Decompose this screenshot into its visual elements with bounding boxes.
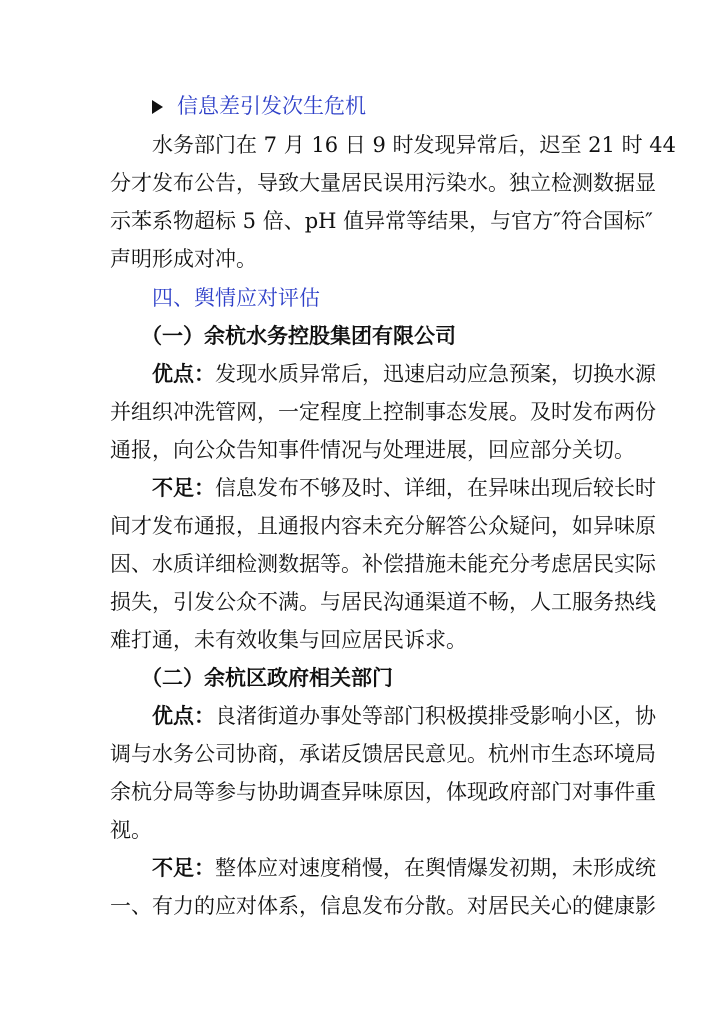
cons-label: 不足：	[152, 855, 215, 880]
paragraph-line: 间才发布通报，且通报内容未充分解答公众疑问，如异味原	[110, 514, 656, 538]
cons-text: 信息发布不够及时、详细，在异味出现后较长时	[215, 476, 656, 500]
paragraph-line: 水务部门在 7 月 16 日 9 时发现异常后，迟至 21 时 44	[152, 133, 676, 157]
bullet-heading	[152, 91, 662, 121]
paragraph-line: 难打通，未有效收集与回应居民诉求。	[110, 628, 467, 652]
bullet-heading-text: 信息差引发次生危机	[177, 94, 366, 118]
paragraph-line: 损失，引发公众不满。与居民沟通渠道不畅，人工服务热线	[110, 590, 656, 614]
pros-text: 良渚街道办事处等部门积极摸排受影响小区，协	[215, 704, 656, 728]
paragraph-line: 分才发布公告，导致大量居民误用污染水。独立检测数据显	[110, 171, 656, 195]
cons-text: 整体应对速度稍慢，在舆情爆发初期，未形成统	[215, 856, 656, 880]
paragraph-line: 余杭分局等参与协助调查异味原因，体现政府部门对事件重	[110, 780, 656, 804]
arrow-bullet-icon	[152, 100, 163, 114]
pros-paragraph-first-line	[152, 359, 656, 389]
paragraph-line: 调与水务公司协商，承诺反馈居民意见。杭州市生态环境局	[110, 742, 656, 766]
subsection-heading: （一）余杭水务控股集团有限公司	[141, 323, 456, 348]
subsection-heading: （二）余杭区政府相关部门	[141, 665, 393, 690]
paragraph-line: 视。	[110, 818, 152, 842]
paragraph-line: 通报，向公众告知事件情况与处理进展，回应部分关切。	[110, 438, 635, 462]
pros-text: 发现水质异常后，迅速启动应急预案，切换水源	[215, 362, 656, 386]
paragraph-line: 一、有力的应对体系，信息发布分散。对居民关心的健康影	[110, 894, 656, 918]
section-heading: 四、舆情应对评估	[152, 286, 320, 310]
pros-paragraph-first-line	[152, 701, 656, 731]
pros-label: 优点：	[152, 703, 215, 728]
paragraph-line: 声明形成对冲。	[110, 247, 257, 271]
cons-paragraph-first-line	[152, 473, 656, 503]
cons-paragraph-first-line	[152, 853, 656, 883]
paragraph-line: 因、水质详细检测数据等。补偿措施未能充分考虑居民实际	[110, 552, 656, 576]
paragraph-line: 并组织冲洗管网，一定程度上控制事态发展。及时发布两份	[110, 400, 656, 424]
cons-label: 不足：	[152, 475, 215, 500]
paragraph-line: 示苯系物超标 5 倍、pH 值异常等结果，与官方″符合国标″	[110, 209, 653, 233]
pros-label: 优点：	[152, 361, 215, 386]
